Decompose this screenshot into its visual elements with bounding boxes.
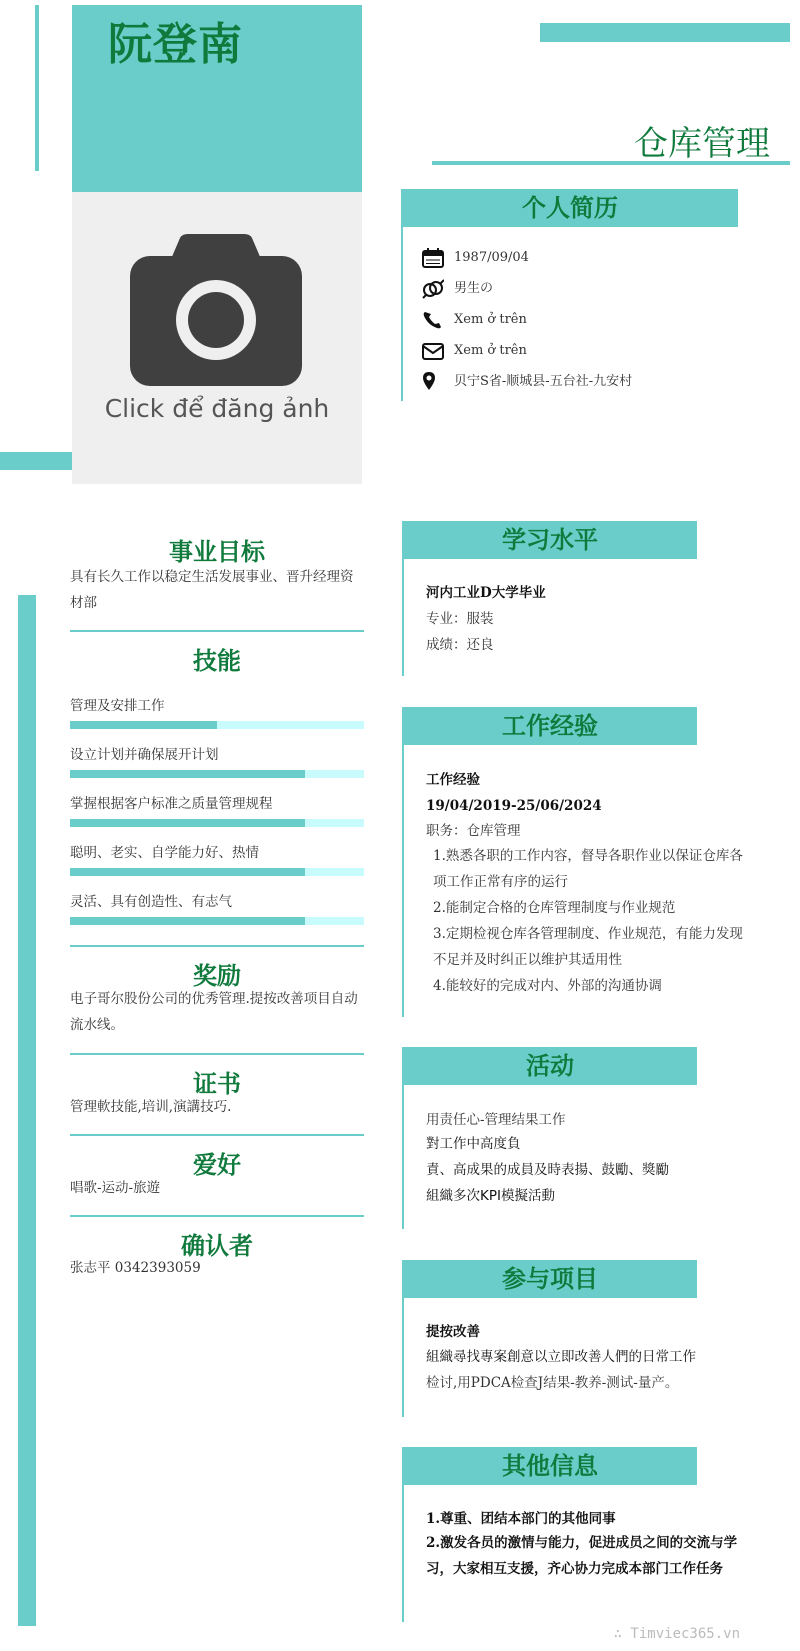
divider [70,945,364,947]
experience-period-text: 19/04/2019-25/06/2024 [426,798,602,814]
reference-text: 张志平 0342393059 [70,1260,201,1276]
activities-section-line [402,1047,404,1229]
experience-duty: 4.能较好的完成对内、外部的沟通协调 [433,978,662,994]
awards-title: 奖励 [193,962,241,990]
divider [70,1215,364,1217]
reference-title: 确认者 [181,1232,253,1260]
personal-section-line [401,189,403,401]
other-line-text: 1.尊重、团结本部门的其他同事 [426,1511,616,1527]
phone-icon [422,310,444,330]
education-section-line [402,521,404,676]
activities-line: 組織多次KPI模擬活動 [426,1188,555,1204]
education-section-header: 学习水平 [403,521,697,559]
activities-line: 責、高成果的成員及時表揚、鼓勵、獎勵 [426,1162,669,1178]
skill-label: 灵活、具有创造性、有志气 [70,894,232,910]
divider [70,1053,364,1055]
skill-label: 掌握根据客户标准之质量管理规程 [70,796,273,812]
activities-line: 對工作中高度負 [426,1136,521,1152]
other-line-text: 2.激发各员的激情与能力，促进成员之间的交流与学习，大家相互支援，齐心协力完成本部门工作任务 [426,1535,738,1577]
camera-icon [130,234,302,386]
career-goal-text: 具有长久工作以稳定生活发展事业、晋升经理资材部 [70,569,354,611]
personal-section-header: 个人简历 [402,189,738,227]
location-pin-icon [422,372,444,392]
activities-line: 用责任心-管理结果工作 [426,1112,566,1128]
skill-bar-fill [70,819,305,827]
experience-subtitle-text: 工作经验 [426,772,480,788]
skill-label: 聪明、老实、自学能力好、热情 [70,845,259,861]
other-section-header: 其他信息 [403,1447,697,1485]
skill-bar [70,721,364,729]
decor-bar-long-left [18,595,36,1626]
skill-bar-fill [70,721,217,729]
divider [70,630,364,632]
address-value: 贝宁S省-顺城县-五台社-九安村 [454,374,633,389]
awards-text: 电子哥尔股份公司的优秀管理.提按改善项目自动流水线。 [70,991,358,1033]
education-school-text: 河内工业D大学毕业 [426,585,546,601]
activities-section-header: 活动 [403,1047,697,1085]
decor-bar-top-right [540,23,790,42]
skills-title: 技能 [193,647,241,675]
skill-bar-fill [70,868,305,876]
other-line [426,1530,756,1582]
other-section-line [402,1447,404,1622]
skill-bar-fill [70,770,305,778]
skill-bar [70,917,364,925]
job-title: 仓库管理 [634,124,770,164]
gender-icon [422,279,444,299]
experience-section-header: 工作经验 [403,707,697,745]
experience-duty: 2.能制定合格的仓库管理制度与作业规范 [433,900,676,916]
photo-upload[interactable] [72,192,362,484]
project-name [426,1319,756,1345]
decor-bar-mid-left [0,452,72,470]
projects-section-header: 参与项目 [403,1260,697,1298]
skill-bar-fill [70,917,305,925]
skill-label: 设立计划并确保展开计划 [70,747,219,763]
decor-bar-top-left [35,5,39,171]
skill-bar [70,819,364,827]
experience-duty: 1.熟悉各职的工作内容，督导各职作业以保证仓库各项工作正常有序的运行 [433,848,743,890]
gender-value: 男生の [454,281,494,296]
education-grade: 成绩：还良 [426,637,494,653]
certificates-text: 管理軟技能,培训,演講技巧. [70,1099,232,1115]
career-goal-title: 事业目标 [169,538,265,566]
calendar-icon [422,248,444,268]
experience-section-line [402,707,404,1017]
education-school [426,580,756,606]
experience-subtitle [426,767,756,793]
education-major: 专业：服装 [426,611,494,627]
skill-bar [70,868,364,876]
watermark: ∴ Timviec365.vn [613,1626,740,1642]
hobbies-title: 爱好 [193,1151,241,1179]
experience-period [426,793,756,819]
certificates-title: 证书 [193,1070,241,1098]
skill-bar [70,770,364,778]
phone-value: Xem ở trên [454,312,527,327]
candidate-name: 阮登南 [108,19,243,70]
projects-section-line [402,1260,404,1417]
skill-label: 管理及安排工作 [70,698,165,714]
email-icon [422,341,444,361]
birthday-value: 1987/09/04 [454,250,529,265]
photo-upload-label: Click để đăng ảnh [104,394,330,423]
hobbies-text: 唱歌-运动-旅遊 [70,1180,161,1196]
experience-position: 职务：仓库管理 [426,823,521,839]
divider [70,1134,364,1136]
project-name-text: 提按改善 [426,1324,480,1340]
project-line: 检讨,用PDCA检查J结果-教养-测试-量产。 [426,1375,679,1391]
other-line [426,1506,756,1532]
experience-duty: 3.定期检视仓库各管理制度、作业规范，有能力发现不足并及时纠正以维护其适用性 [433,926,743,968]
email-value: Xem ở trên [454,343,527,358]
project-line: 組織尋找專案創意以立即改善人們的日常工作 [426,1349,696,1365]
